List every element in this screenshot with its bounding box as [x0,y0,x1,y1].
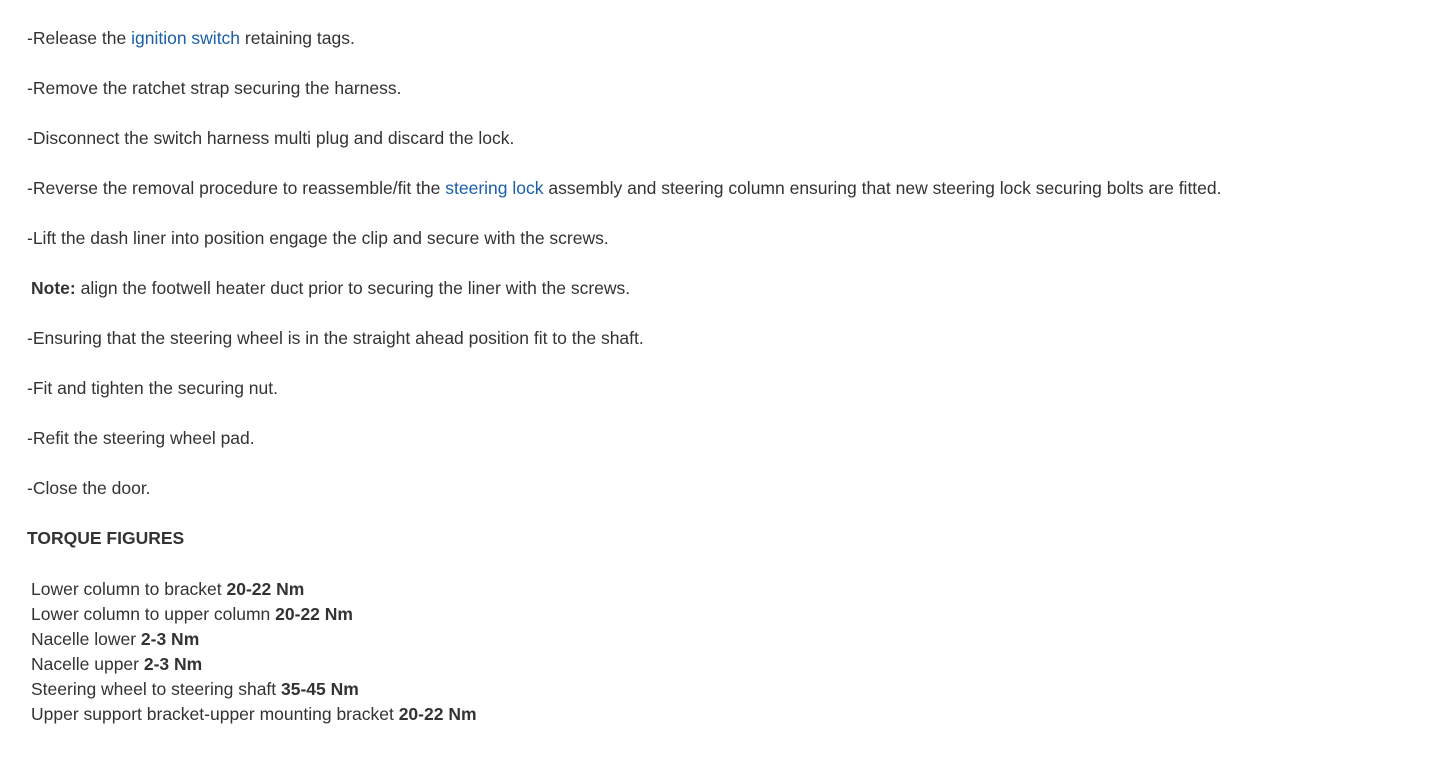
torque-item [31,627,1423,652]
step-close-door: -Close the door. [27,478,151,498]
torque-item [31,652,1423,677]
torque-item [31,577,1423,602]
torque-value: 2-3 Nm [140,629,200,649]
step-tighten-nut: -Fit and tighten the securing nut. [27,378,278,398]
note-text: align the footwell heater duct prior to securing the liner with the screws. [75,278,631,298]
torque-value: 2-3 Nm [143,654,203,674]
torque-item [31,702,1423,727]
torque-label: Nacelle lower [31,629,141,649]
torque-value: 20-22 Nm [275,604,353,624]
step-text: -Reverse the removal procedure to reassemble/fit the [27,178,446,198]
torque-item [31,602,1423,627]
torque-label: Lower column to bracket [31,579,227,599]
torque-value: 20-22 Nm [226,579,305,599]
torque-item [31,677,1423,702]
note-label: Note: [31,278,76,298]
note [27,277,1423,299]
step-fit-wheel: -Ensuring that the steering wheel is in the straight ahead position fit to the shaft. [27,328,644,348]
step-disconnect-plug: -Disconnect the switch harness multi plug and discard the lock. [27,128,515,148]
step-lift-dash-liner: -Lift the dash liner into position engage the clip and secure with the screws. [27,228,609,248]
step-reverse-procedure [27,177,1423,199]
torque-label: Upper support bracket-upper mounting bracket [31,704,399,724]
step-text: retaining tags. [240,28,355,48]
torque-label: Lower column to upper column [31,604,276,624]
step-refit-pad: -Refit the steering wheel pad. [27,428,255,448]
torque-label: Nacelle upper [31,654,144,674]
step-remove-strap: -Remove the ratchet strap securing the harness. [27,78,402,98]
torque-label: Steering wheel to steering shaft [31,679,282,699]
torque-heading: TORQUE FIGURES [27,528,185,548]
torque-list [27,577,1423,727]
steering-lock-link[interactable]: steering lock [445,178,544,198]
torque-value: 20-22 Nm [398,704,477,724]
document-body [27,27,1423,727]
step-text: assembly and steering column ensuring that new steering lock securing bolts are fitted. [543,178,1222,198]
torque-value: 35-45 Nm [281,679,359,699]
ignition-switch-link[interactable]: ignition switch [131,28,241,48]
step-text: -Release the [27,28,132,48]
step-release-tags [27,27,1423,49]
